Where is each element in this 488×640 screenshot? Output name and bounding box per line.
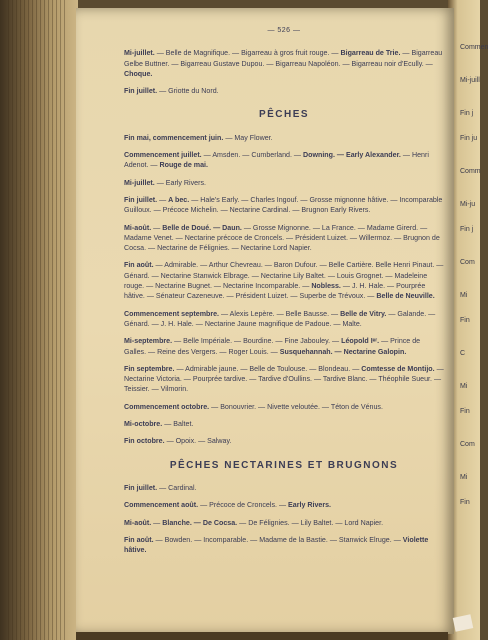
fruit-entry: [124, 223, 444, 254]
entry-period-label: Mi-août.: [124, 223, 152, 232]
entry-bold-variety: Bigarreau de Trie.: [340, 49, 401, 58]
entry-bold-end: Belle de Neuville.: [376, 292, 435, 301]
entry-bold-variety: Blanche. — De Cocsa.: [162, 518, 238, 527]
entry-period-label: Commencement août.: [124, 501, 199, 510]
entry-period-label: Fin août.: [124, 535, 154, 544]
entry-period-label: Mi-octobre.: [124, 420, 163, 429]
entry-bold-variety: Downing. — Early Alexander.: [303, 151, 401, 160]
entry-period-label: Fin juillet.: [124, 195, 158, 204]
entry-text-continued: — Grosse Mignonne. — La France. — Madame Girerd. — Madame Venet. — Nectarine précoce de Croncels. — Président Luizet. — Willermoz. — Brugnon de Cocsa. — Nectarine de Félignies. — Nectarine Lord Napier.: [124, 223, 440, 253]
entry-text-continued: — Bigarreau Gelbe Buttner. — Bigarreau Gustave Dupou. — Bigarreau Napoléon. — Bigarreau noir d'Ecully. —: [124, 49, 443, 68]
entry-bold-end: Choque.: [124, 69, 153, 78]
entry-text: — Belle de Magnifique. — Bigarreau à gros fruit rouge. —: [156, 49, 339, 58]
facing-page-fragment: C: [460, 350, 466, 357]
fruit-entry: [124, 150, 444, 171]
facing-page-fragment: Com: [460, 259, 475, 266]
entry-text-continued: — Prince de Galles. — Reine des Vergers. — Roger Louis. —: [124, 337, 421, 356]
fruit-entry: [124, 86, 444, 96]
entry-bold-variety: Early Rivers.: [288, 501, 332, 510]
entry-text: — Belle Impériale. — Bourdine. — Fine Jabouley. —: [174, 337, 340, 346]
section-title: PÊCHES NECTARINES ET BRUGNONS: [169, 459, 399, 471]
fruit-entry: [124, 195, 444, 216]
facing-page-fragment: Fin: [460, 408, 470, 415]
fruit-entry: [124, 518, 444, 528]
facing-page-fragment: Fin j: [460, 226, 474, 233]
fruit-entry: [124, 419, 444, 429]
entry-text-continued: — Nectarine Victoria. — Pourprée tardive. — Tardive d'Oullins. — Tardive Blanc. — Théophile Sueur. — Teissier. — Vilmorin.: [124, 364, 444, 394]
sections-container: [124, 48, 444, 555]
entry-period-label: Fin octobre.: [124, 437, 165, 446]
entry-text: — Cardinal.: [159, 483, 197, 492]
entry-period-label: Commencement octobre.: [124, 402, 210, 411]
facing-page-fragment: Fin: [460, 317, 470, 324]
entry-text: — Alexis Lepère. — Belle Bausse. —: [221, 309, 339, 318]
entry-period-label: Mi-septembre.: [124, 337, 173, 346]
entry-period-label: Fin juillet.: [124, 87, 158, 96]
entry-period-label: Fin septembre.: [124, 364, 175, 373]
facing-page-fragment: Mi: [460, 292, 468, 299]
entry-period-label: Fin juillet.: [124, 483, 158, 492]
facing-page-fragment: Com: [460, 441, 475, 448]
fruit-entry: [124, 309, 444, 330]
entry-period-label: Mi-juillet.: [124, 178, 155, 187]
entry-text: — Admirable jaune. — Belle de Toulouse. — Blondeau. —: [176, 364, 360, 373]
facing-page-fragment: Fin: [460, 499, 470, 506]
entry-text-continued: — J. H. Hale. — Pourprée hâtive. — Sénateur Cazeneuve. — Président Luizet. — Superbe de Trévoux. —: [124, 282, 426, 301]
entry-text-continued: — Hale's Early. — Charles Ingouf. — Grosse mignonne hâtive. — Incomparable Guilloux. — Précoce Michelin. — Nectarine Cardinal. — Brugnon Early Rivers.: [124, 195, 443, 215]
entry-bold-variety: Violette hâtive.: [124, 535, 429, 555]
entry-bold-end: Susquehannah. — Nectarine Galopin.: [279, 347, 407, 356]
entry-text: — May Flower.: [225, 133, 273, 142]
fruit-entry: [124, 500, 444, 510]
entry-bold-variety: Comtesse de Montijo.: [361, 364, 435, 373]
entry-text: —: [153, 518, 161, 527]
entry-period-label: Commencement juillet.: [124, 151, 202, 160]
entry-text: —: [159, 195, 167, 204]
facing-page-fragment: Fin ju: [460, 135, 478, 142]
entry-bold-variety: Belle de Doué. — Daun.: [162, 223, 242, 232]
fruit-entry: [124, 535, 444, 556]
facing-page-fragment: Mi-juill: [460, 77, 480, 84]
entry-period-label: Fin mai, commencement juin.: [124, 133, 224, 142]
section-title: PÊCHES: [258, 109, 310, 121]
entry-text: — Opoix. — Salway.: [166, 437, 232, 446]
entry-text: — Early Rivers.: [156, 178, 207, 187]
book-page: [76, 8, 454, 634]
page-content: [124, 26, 444, 562]
fruit-entry: [124, 483, 444, 493]
entry-text: — Précoce de Croncels. —: [200, 501, 287, 510]
fruit-entry: [124, 364, 444, 395]
entry-text-continued: — De Félignies. — Lily Baltet. — Lord Napier.: [239, 518, 384, 527]
fruit-entry: [124, 48, 444, 79]
fruit-entry: [124, 436, 444, 446]
entry-text: — Amsden. — Cumberland. —: [203, 151, 302, 160]
fruit-entry: [124, 133, 444, 143]
entry-text: — Baltet.: [164, 420, 194, 429]
entry-bold-variety: Nobless.: [311, 282, 341, 291]
bottom-shadow: [76, 632, 448, 640]
entry-bold-variety: Léopold Iᵉʳ.: [341, 337, 380, 346]
entry-period-label: Mi-juillet.: [124, 49, 155, 58]
entry-bold-variety: Belle de Vitry.: [340, 309, 387, 318]
facing-page-fragment: Commen: [460, 44, 488, 51]
entry-text-continued: — Galande. — Génard. — J. H. Hale. — Nectarine Jaune magnifique de Padoue. — Malte.: [124, 309, 436, 328]
entry-bold-end: Rouge de mai.: [159, 161, 208, 170]
page-number: — 526 —: [267, 27, 301, 34]
facing-page-fragment: Mi-ju: [460, 201, 476, 208]
entry-text: — Griotte du Nord.: [159, 87, 219, 96]
facing-page-fragment: Mi: [460, 383, 468, 390]
entry-period-label: Mi-août.: [124, 518, 152, 527]
entry-bold-variety: A bec.: [168, 195, 190, 204]
fruit-entry: [124, 178, 444, 188]
fruit-entry: [124, 402, 444, 412]
fruit-entry: [124, 336, 444, 357]
facing-page-fragment: Fin j: [460, 110, 474, 117]
fruit-entry: [124, 260, 444, 301]
entry-period-label: Commencement septembre.: [124, 309, 220, 318]
entry-text: — Admirable. — Arthur Chevreau. — Baron Dufour. — Belle Cartière. Belle Henri Pinaut. — Génard. — Nectarine Stanwick Elbrage. — Nectarine Lily Baltet. — Louis Grognet. — Madeleine rouge. — Nectarine Bugnet. — Nectarine Incomparable. —: [124, 261, 444, 291]
facing-page-fragment: Mi: [460, 474, 468, 481]
page-edges: [8, 0, 68, 640]
entry-text-continued: — Henri Adenot. —: [124, 151, 429, 170]
entry-period-label: Fin août.: [124, 261, 154, 270]
facing-page-fragment: Comm: [460, 168, 481, 175]
entry-text: —: [153, 223, 161, 232]
entry-text: — Bowden. — Incomparable. — Madame de la Bastie. — Stanwick Elruge. —: [155, 535, 401, 544]
entry-text: — Bonouvrier. — Nivette veloutée. — Téton de Vénus.: [211, 402, 383, 411]
